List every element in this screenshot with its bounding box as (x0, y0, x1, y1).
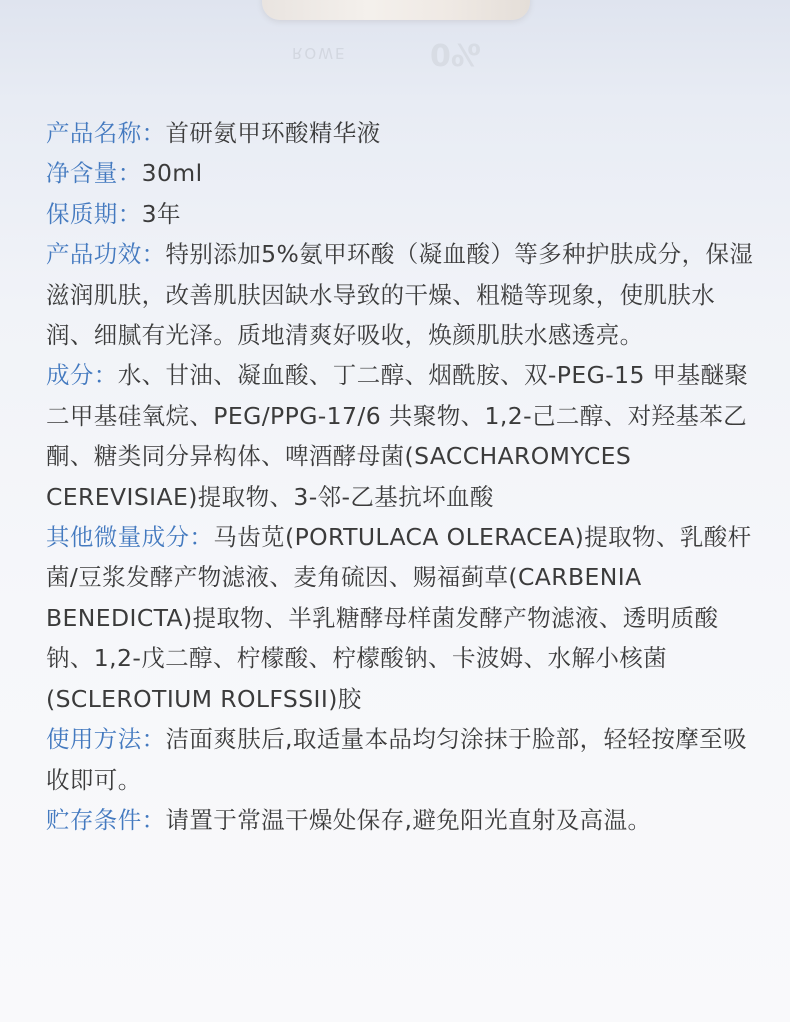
info-value: 洁面爽肤后,取适量本品均匀涂抹于脸部，轻轻按摩至吸收即可。 (46, 725, 747, 794)
info-label: 产品功效： (46, 240, 166, 269)
info-label: 贮存条件： (46, 805, 166, 834)
info-row-shelf-life (46, 194, 756, 234)
info-row-ingredients (46, 355, 756, 517)
info-label: 成分： (46, 361, 118, 390)
info-row-usage (46, 719, 756, 800)
info-label: 使用方法： (46, 725, 166, 754)
info-value: 3年 (141, 199, 181, 228)
info-label: 产品名称： (46, 119, 166, 147)
info-row-efficacy (46, 234, 756, 355)
product-info-block (46, 113, 756, 840)
info-label: 其他微量成分： (46, 523, 214, 552)
info-label: 净含量： (46, 159, 142, 188)
info-row-name (46, 113, 756, 153)
info-row-volume (46, 153, 756, 193)
info-value: 30ml (141, 159, 203, 188)
info-label: 保质期： (46, 199, 142, 228)
info-value: 马齿苋(PORTULACA OLERACEA)提取物、乳酸杆菌/豆浆发酵产物滤液、麦角硫因、赐福蓟草(CARBENIA BENEDICTA)提取物、半乳糖酵母样菌发酵产物滤液、透明质酸钠、1,2-戊二醇、柠檬酸、柠檬酸钠、卡波姆、水解小核菌(SCLEROTIUM ROLFSSII)胶 (46, 523, 752, 713)
info-value: 请置于常温干燥处保存,避免阳光直射及高温。 (165, 805, 652, 834)
product-bottle-image (262, 0, 530, 20)
info-row-minor-ingredients (46, 517, 756, 719)
info-value: 特别添加5%氨甲环酸（凝血酸）等多种护肤成分，保湿滋润肌肤，改善肌肤因缺水导致的干燥、粗糙等现象，使肌肤水润、细腻有光泽。质地清爽好吸收，焕颜肌肤水感透亮。 (46, 240, 754, 350)
product-reflection-text: ROWE (292, 44, 347, 62)
info-value: 首研氨甲环酸精华液 (165, 119, 381, 147)
info-value: 水、甘油、凝血酸、丁二醇、烟酰胺、双-PEG-15 甲基醚聚二甲基硅氧烷、PEG/PPG-17/6 共聚物、1,2-己二醇、对羟基苯乙酮、糖类同分异构体、啤酒酵母菌(SACCHAROMYCES CEREVISIAE)提取物、3-邻-乙基抗坏血酸 (46, 361, 749, 511)
product-reflection-mark: 0% (430, 36, 481, 71)
info-row-storage (46, 800, 756, 840)
